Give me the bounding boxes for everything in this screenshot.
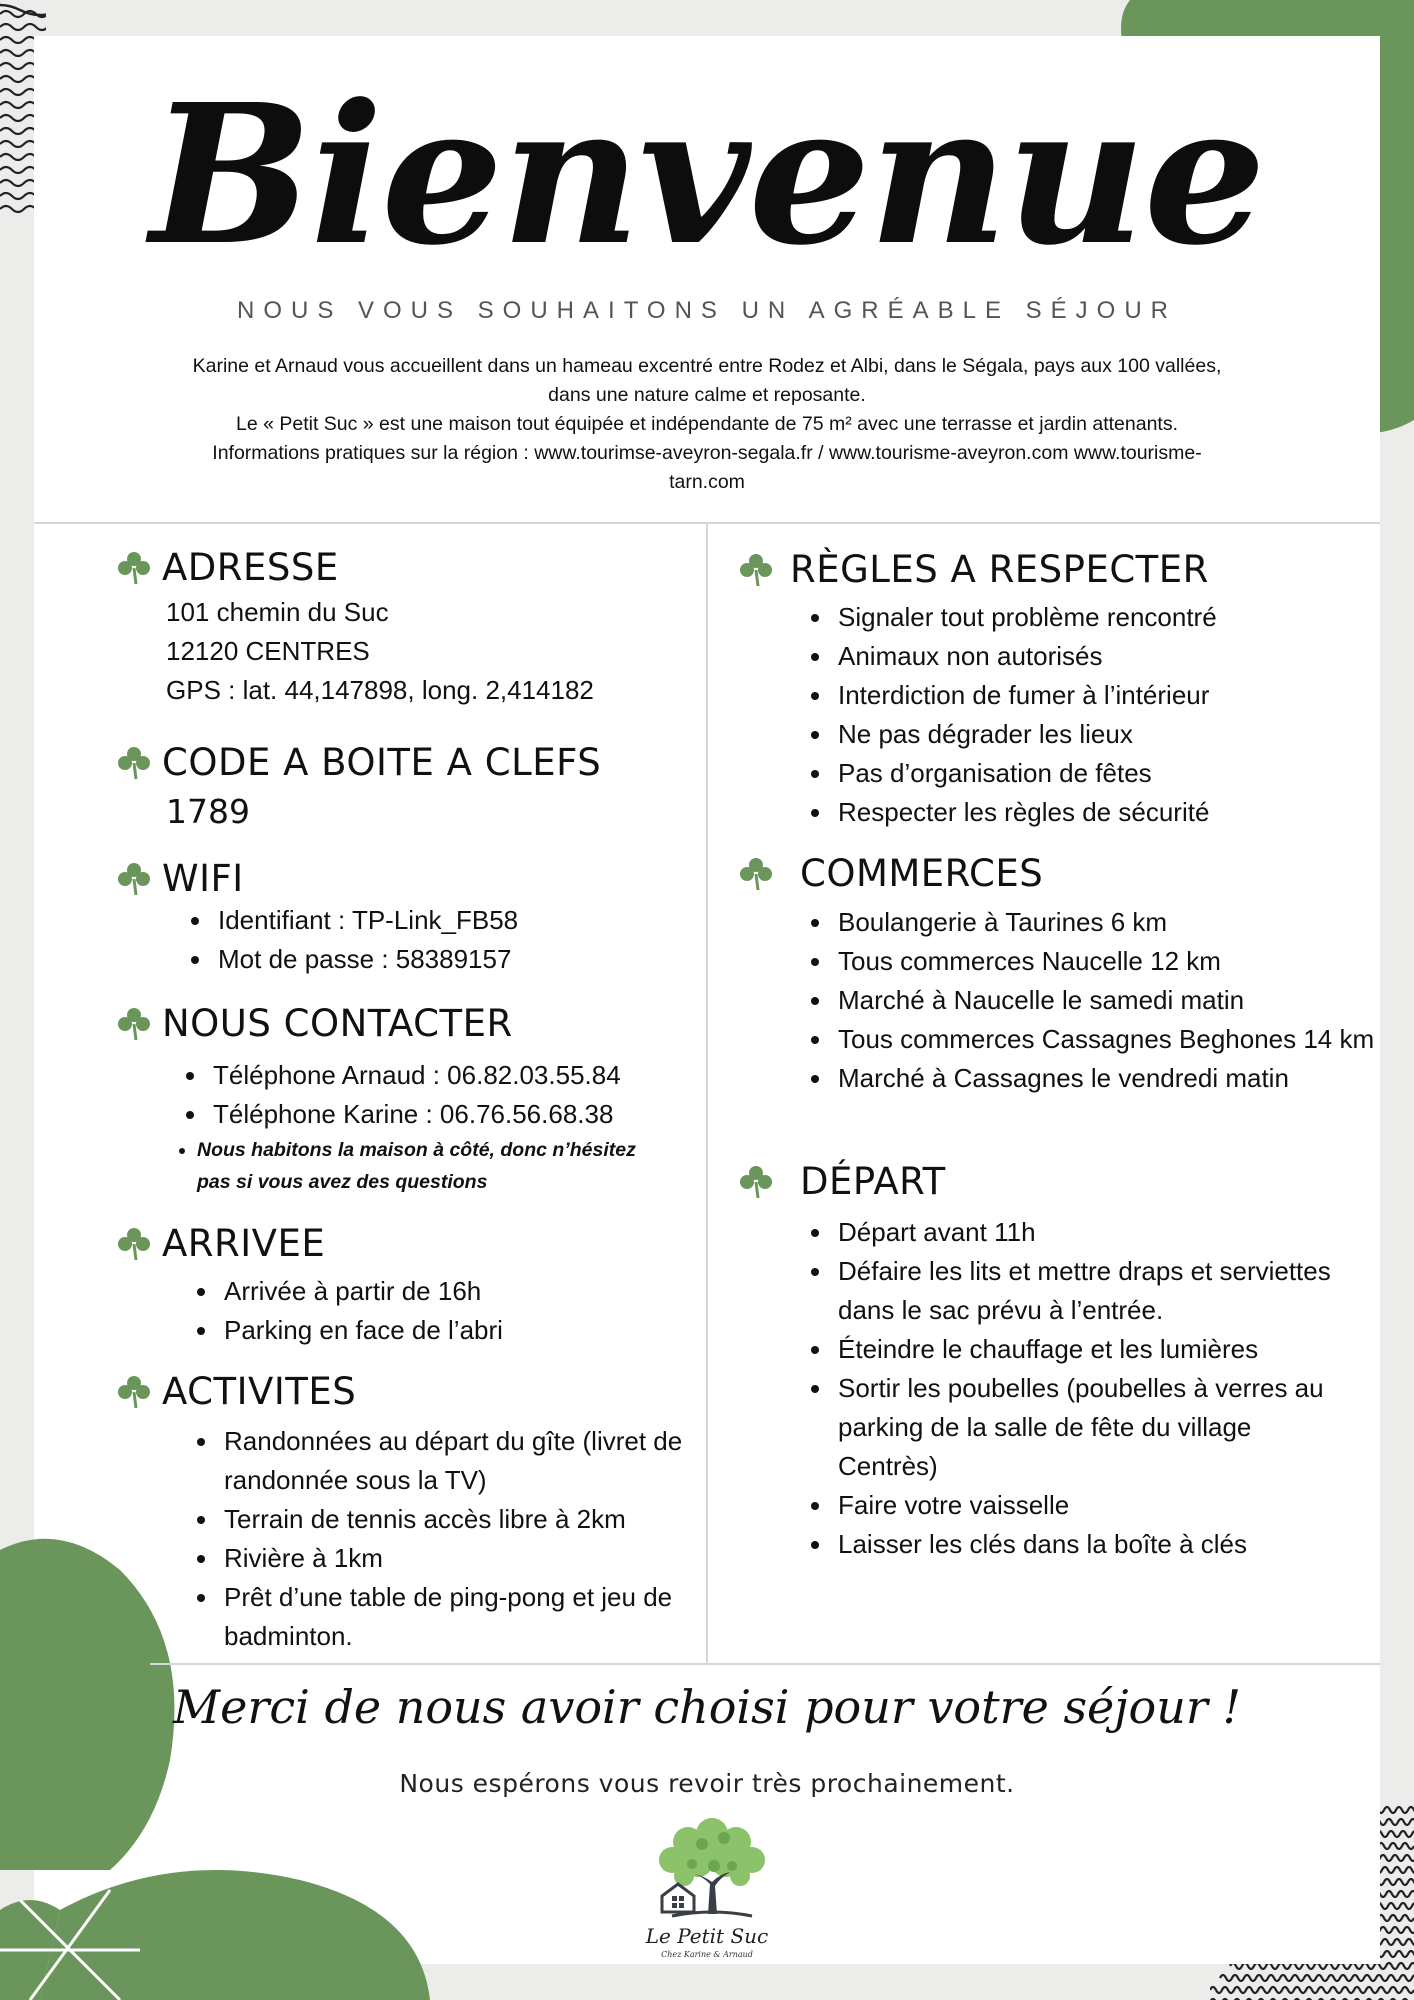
clover-icon	[116, 861, 152, 897]
section-regles-heading	[738, 548, 1209, 591]
list-item: • Animaux non autorisés	[834, 637, 1217, 676]
list-item: • Interdiction de fumer à l’intérieur	[834, 676, 1217, 715]
divider-bottom	[150, 1663, 1380, 1665]
list-item: • Sortir les poubelles (poubelles à verres au parking de la salle de fête du village Centrès)	[834, 1369, 1354, 1486]
depart-list	[800, 1213, 1354, 1564]
list-item: • Randonnées au départ du gîte (livret de randonnée sous la TV)	[220, 1422, 710, 1500]
section-heading: NOUS CONTACTER	[162, 1002, 513, 1045]
wave-line	[1210, 1987, 1414, 1993]
activites-list	[186, 1422, 710, 1656]
section-commerces-heading	[738, 852, 1043, 895]
intro-paragraph: Informations pratiques sur la région : www.tourimse-aveyron-segala.fr / www.tourisme-aveyron.com www.tourisme-tarn.com	[212, 442, 1202, 493]
wifi-list	[180, 901, 518, 979]
commerces-list	[800, 903, 1394, 1098]
contact-note	[173, 1134, 637, 1198]
list-item: • Marché à Cassagnes le vendredi matin	[834, 1059, 1394, 1098]
section-heading: CODE A BOITE A CLEFS	[162, 741, 602, 784]
section-heading: COMMERCES	[800, 852, 1044, 895]
section-heading: ACTIVITES	[162, 1370, 357, 1413]
thank-you-message: Merci de nous avoir choisi pour votre séjour !	[173, 1680, 1241, 1734]
list-item: • Tous commerces Naucelle 12 km	[834, 942, 1394, 981]
list-item: • Mot de passe : 58389157	[214, 940, 518, 979]
list-item: • Identifiant : TP-Link_FB58	[214, 901, 518, 940]
page-title: Bienvenue	[149, 63, 1265, 288]
list-item: • Tous commerces Cassagnes Beghones 14 km	[834, 1020, 1394, 1059]
intro-paragraph: Karine et Arnaud vous accueillent dans un hameau excentré entre Rodez et Albi, dans le Ségala, pays aux 100 vallées, dans une nature calme et reposante.	[192, 355, 1222, 406]
wave-line	[1220, 1975, 1414, 1981]
list-item: • Ne pas dégrader les lieux	[834, 715, 1217, 754]
list-item: • Défaire les lits et mettre draps et serviettes dans le sac prévu à l’entrée.	[834, 1252, 1354, 1330]
goodbye-message: Nous espérons vous revoir très prochainement.	[399, 1769, 1015, 1798]
clover-icon	[116, 1006, 152, 1042]
clover-icon	[116, 550, 152, 586]
list-item: • Éteindre le chauffage et les lumières	[834, 1330, 1354, 1369]
section-contact-heading	[116, 1002, 513, 1045]
list-item: • Arrivée à partir de 16h	[220, 1272, 503, 1311]
section-wifi-heading	[116, 857, 244, 900]
list-item: • Rivière à 1km	[220, 1539, 710, 1578]
contact-list	[175, 1056, 621, 1134]
list-item: • Respecter les règles de sécurité	[834, 793, 1217, 832]
intro-text	[190, 352, 1224, 497]
clover-icon	[738, 552, 774, 588]
wave-line	[0, 24, 46, 30]
list-item: • Laisser les clés dans la boîte à clés	[834, 1525, 1354, 1564]
section-code-heading	[116, 741, 601, 784]
section-arrivee-heading	[116, 1222, 325, 1265]
clover-icon	[738, 1164, 774, 1200]
section-heading: DÉPART	[800, 1160, 946, 1203]
clover-icon	[116, 1226, 152, 1262]
section-heading: RÈGLES A RESPECTER	[790, 548, 1209, 591]
page-subtitle: NOUS VOUS SOUHAITONS UN AGRÉABLE SÉJOUR	[236, 297, 1178, 324]
list-item: • Pas d’organisation de fêtes	[834, 754, 1217, 793]
list-item: • Parking en face de l’abri	[220, 1311, 503, 1350]
clover-icon	[116, 1374, 152, 1410]
list-item: • Prêt d’une table de ping-pong et jeu de badminton.	[220, 1578, 710, 1656]
key-box-code: 1789	[166, 792, 250, 831]
list-item: • Signaler tout problème rencontré	[834, 598, 1217, 637]
regles-list	[800, 598, 1217, 832]
section-depart-heading	[738, 1160, 946, 1203]
list-item: • Marché à Naucelle le samedi matin	[834, 981, 1394, 1020]
address-line: 12120 CENTRES	[166, 636, 370, 666]
intro-paragraph: Le « Petit Suc » est une maison tout équipée et indépendante de 75 m² avec une terrasse et jardin attenants.	[235, 413, 1179, 435]
clover-icon	[738, 856, 774, 892]
list-item: • Téléphone Karine : 06.76.56.68.38	[209, 1095, 621, 1134]
list-item: • Terrain de tennis accès libre à 2km	[220, 1500, 710, 1539]
logo-tagline: Chez Karine & Arnaud	[661, 1950, 753, 1959]
list-item: • Téléphone Arnaud : 06.82.03.55.84	[209, 1056, 621, 1095]
list-item: • Faire votre vaisselle	[834, 1486, 1354, 1525]
arrivee-list	[186, 1272, 503, 1350]
list-item: • Boulangerie à Taurines 6 km	[834, 903, 1394, 942]
clover-icon	[116, 745, 152, 781]
section-adresse-heading	[116, 546, 339, 589]
address-lines	[166, 593, 594, 710]
list-item: • Départ avant 11h	[834, 1213, 1354, 1252]
note-item: • Nous habitons la maison à côté, donc n’hésitez pas si vous avez des questions	[197, 1134, 637, 1198]
logo-name: Le Petit Suc	[645, 1924, 769, 1948]
section-heading: WIFI	[162, 857, 244, 900]
address-line: GPS : lat. 44,147898, long. 2,414182	[166, 675, 594, 705]
section-activites-heading	[116, 1370, 356, 1413]
section-heading: ARRIVEE	[162, 1222, 326, 1265]
section-heading: ADRESSE	[162, 546, 339, 589]
address-line: 101 chemin du Suc	[166, 597, 389, 627]
